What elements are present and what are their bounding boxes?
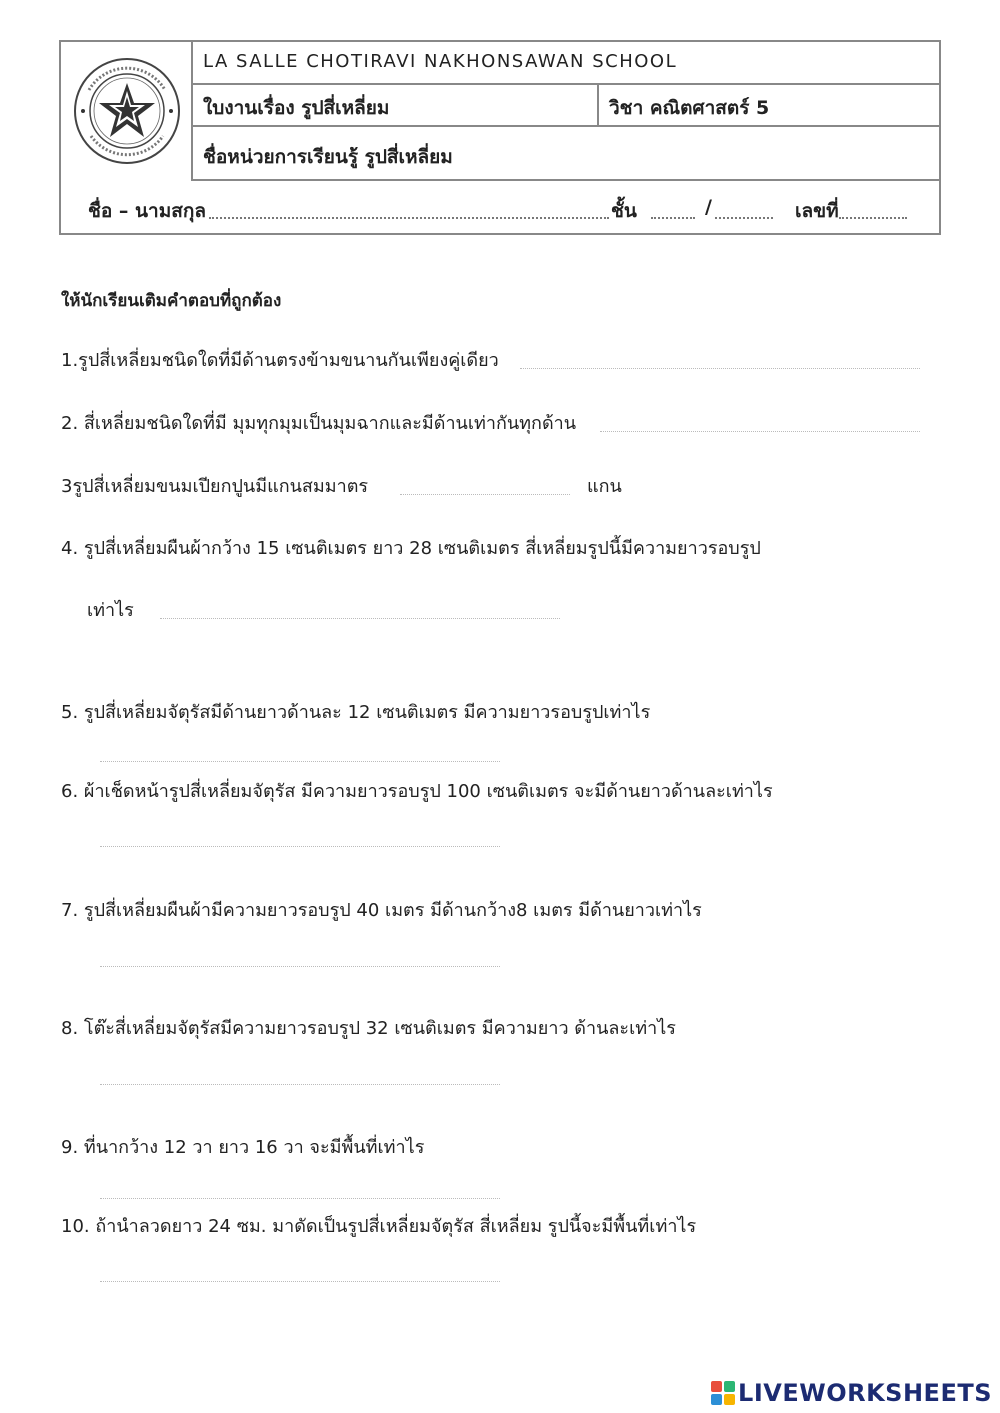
name-input[interactable]	[209, 217, 609, 219]
question-3-suffix: แกน	[587, 476, 622, 497]
name-label: ชื่อ – นามสกุล	[88, 200, 206, 222]
class-input[interactable]	[651, 217, 695, 219]
question-10: 10. ถ้านำลวดยาว 24 ซม. มาดัดเป็นรูปสี่เหลี่ยมจัตุรัส สี่เหลี่ยม รูปนี้จะมีพื้นที่เท่าไร	[61, 1216, 697, 1237]
header-table	[59, 40, 941, 235]
question-7: 7. รูปสี่เหลี่ยมผืนผ้ามีความยาวรอบรูป 40 เมตร มีด้านกว้าง8 เมตร มีด้านยาวเท่าไร	[61, 900, 702, 921]
instruction-text: ให้นักเรียนเติมคำตอบที่ถูกต้อง	[61, 291, 282, 311]
answer-4-input[interactable]	[160, 592, 560, 619]
liveworksheets-logo	[710, 1377, 992, 1409]
school-logo-cell	[61, 42, 193, 181]
cell-divider	[597, 85, 599, 125]
room-input[interactable]	[715, 217, 773, 219]
liveworksheets-icon	[710, 1380, 736, 1406]
student-info-row	[61, 181, 939, 233]
question-1: 1.รูปสี่เหลี่ยมชนิดใดที่มีด้านตรงข้ามขนานกันเพียงคู่เดียว	[61, 350, 499, 371]
worksheet-title: ใบงานเรื่อง รูปสี่เหลี่ยม	[203, 97, 390, 119]
school-name: LA SALLE CHOTIRAVI NAKHONSAWAN SCHOOL	[203, 51, 678, 72]
question-5: 5. รูปสี่เหลี่ยมจัตุรัสมีด้านยาวด้านละ 12 เซนติเมตร มีความยาวรอบรูปเท่าไร	[61, 702, 651, 723]
unit-row	[193, 127, 939, 181]
answer-8-input[interactable]	[100, 1058, 500, 1085]
answer-5-input[interactable]	[100, 735, 500, 762]
answer-1-input[interactable]	[520, 342, 920, 369]
number-label: เลขที่	[795, 200, 839, 222]
school-name-row	[193, 42, 939, 85]
liveworksheets-brand: LIVEWORKSHEETS	[738, 1379, 992, 1407]
answer-3-input[interactable]	[400, 468, 570, 495]
answer-10-input[interactable]	[100, 1255, 500, 1282]
question-2: 2. สี่เหลี่ยมชนิดใดที่มี มุมทุกมุมเป็นมุมฉากและมีด้านเท่ากันทุกด้าน	[61, 413, 577, 434]
question-4: 4. รูปสี่เหลี่ยมผืนผ้ากว้าง 15 เซนติเมตร ยาว 28 เซนติเมตร สี่เหลี่ยมรูปนี้มีความยาวรอบรูป	[61, 538, 761, 559]
number-input[interactable]	[839, 217, 907, 219]
question-9: 9. ที่นากว้าง 12 วา ยาว 16 วา จะมีพื้นที่เท่าไร	[61, 1137, 425, 1158]
question-6: 6. ผ้าเช็ดหน้ารูปสี่เหลี่ยมจัตุรัส มีความยาวรอบรูป 100 เซนติเมตร จะมีด้านยาวด้านละเท่าไร	[61, 781, 773, 802]
question-8: 8. โต๊ะสี่เหลี่ยมจัตุรัสมีความยาวรอบรูป 32 เซนติเมตร มีความยาว ด้านละเท่าไร	[61, 1018, 676, 1039]
unit-title: ชื่อหน่วยการเรียนรู้ รูปสี่เหลี่ยม	[203, 146, 453, 168]
answer-9-input[interactable]	[100, 1172, 500, 1199]
subject-label: วิชา คณิตศาสตร์ 5	[609, 97, 770, 119]
answer-7-input[interactable]	[100, 940, 500, 967]
class-label: ชั้น	[611, 200, 637, 222]
school-emblem-icon	[69, 50, 185, 172]
class-slash: /	[705, 196, 712, 218]
answer-6-input[interactable]	[100, 820, 500, 847]
question-4-continuation: เท่าไร	[87, 600, 134, 621]
title-subject-row	[193, 85, 939, 127]
question-3: 3รูปสี่เหลี่ยมขนมเปียกปูนมีแกนสมมาตร	[61, 476, 369, 497]
answer-2-input[interactable]	[600, 405, 920, 432]
